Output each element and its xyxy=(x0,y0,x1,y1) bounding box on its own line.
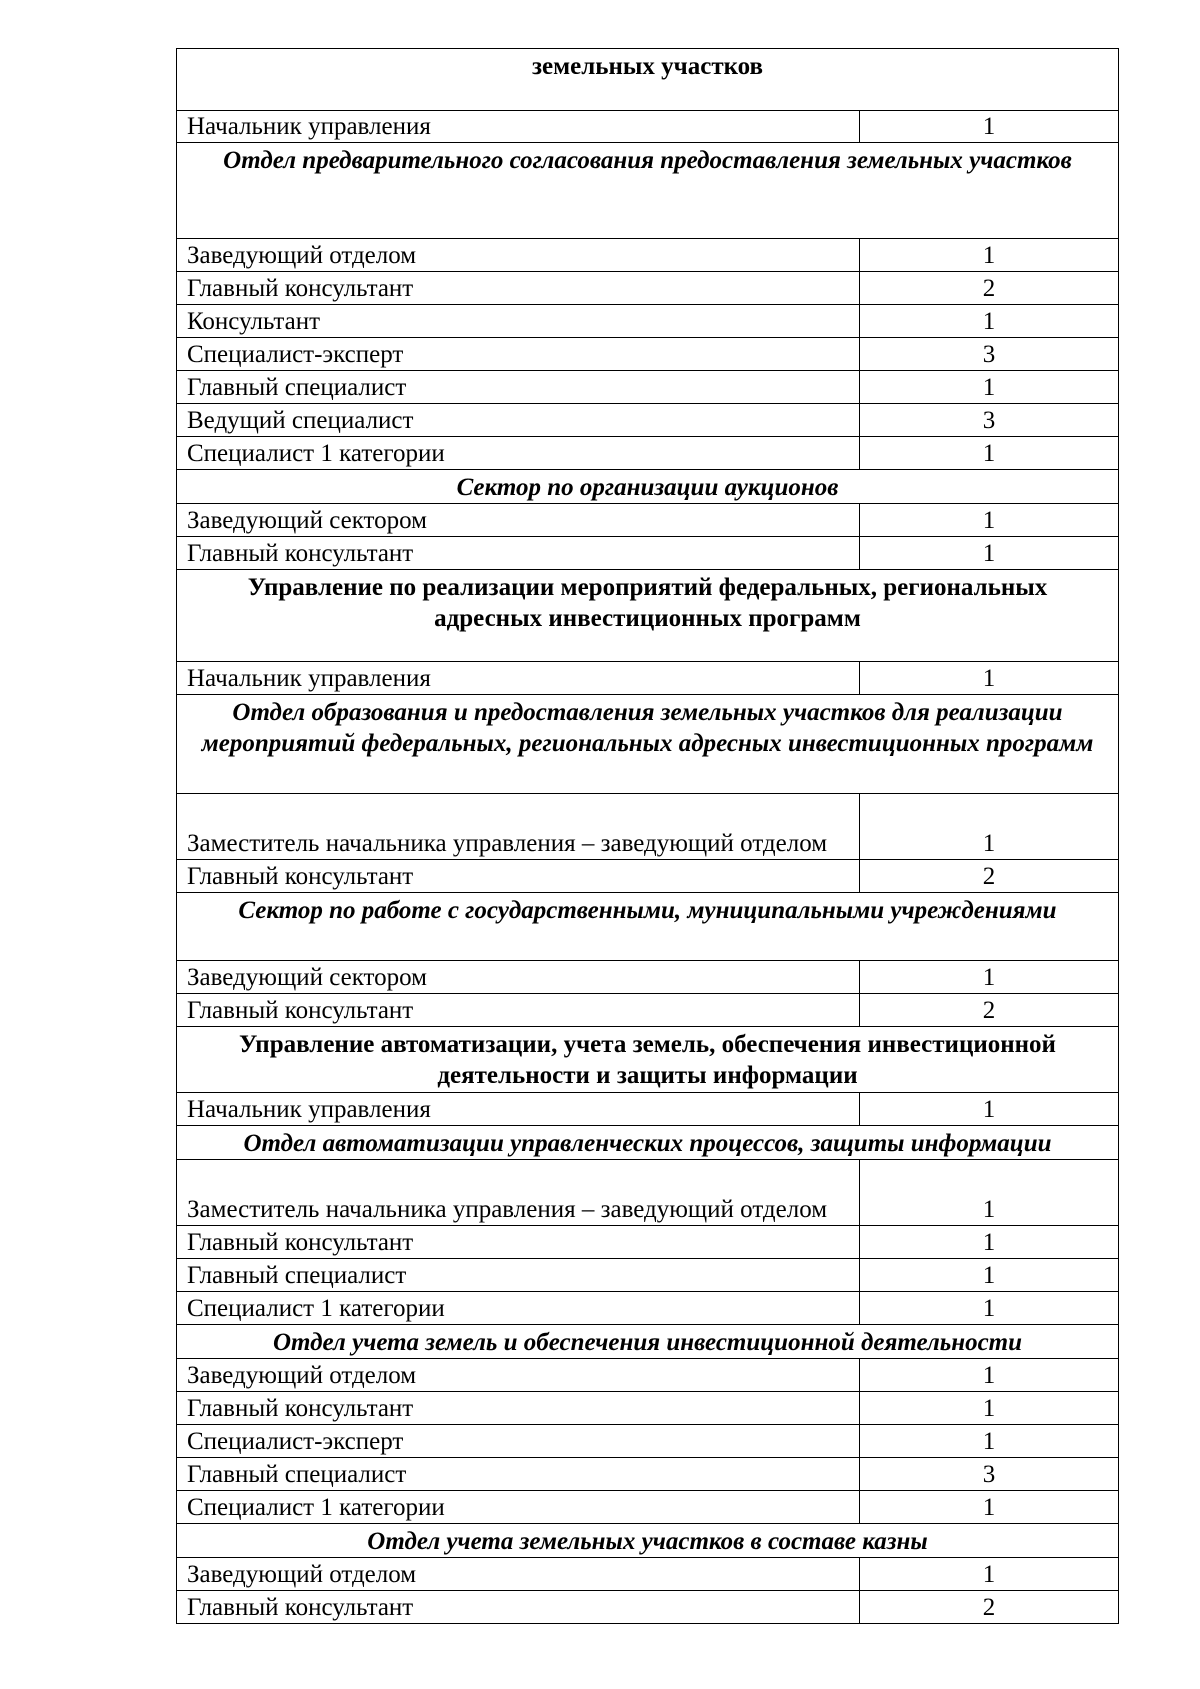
position-name: Ведущий специалист xyxy=(177,404,860,437)
position-row xyxy=(177,1093,1119,1126)
position-count: 1 xyxy=(860,1359,1119,1392)
position-name: Начальник управления xyxy=(177,662,860,695)
position-name: Главный специалист xyxy=(177,1259,860,1292)
position-row xyxy=(177,1491,1119,1524)
position-name: Заведующий отделом xyxy=(177,1558,860,1591)
position-row xyxy=(177,404,1119,437)
section-header-row xyxy=(177,1126,1119,1160)
position-row xyxy=(177,1160,1119,1226)
position-row xyxy=(177,437,1119,470)
position-count: 1 xyxy=(860,1392,1119,1425)
section-header-row xyxy=(177,695,1119,794)
position-count: 1 xyxy=(860,537,1119,570)
position-count: 1 xyxy=(860,662,1119,695)
position-name: Заместитель начальника управления – заведующий отделом xyxy=(177,1160,860,1226)
position-count: 2 xyxy=(860,1591,1119,1624)
section-title-text: Управление автоматизации, учета земель, обеспечения инвестиционной деятельности и защиты информации xyxy=(239,1031,1056,1089)
position-row xyxy=(177,1359,1119,1392)
position-count: 1 xyxy=(860,239,1119,272)
position-count: 1 xyxy=(860,1425,1119,1458)
section-header-row xyxy=(177,470,1119,504)
position-row xyxy=(177,338,1119,371)
position-count: 2 xyxy=(860,994,1119,1027)
position-count: 1 xyxy=(860,437,1119,470)
position-row xyxy=(177,1591,1119,1624)
section-header-row xyxy=(177,1524,1119,1558)
position-count: 2 xyxy=(860,272,1119,305)
position-row xyxy=(177,239,1119,272)
position-name: Главный консультант xyxy=(177,272,860,305)
section-title xyxy=(177,49,1119,111)
section-header-row xyxy=(177,893,1119,961)
section-header-row xyxy=(177,49,1119,111)
position-row xyxy=(177,1226,1119,1259)
position-count: 1 xyxy=(860,1160,1119,1226)
section-title-text: Отдел учета земель и обеспечения инвестиционной деятельности xyxy=(272,1329,1023,1356)
position-row xyxy=(177,1458,1119,1491)
section-title-text: Отдел предварительного согласования предоставления земельных участков xyxy=(223,147,1072,174)
section-header-row xyxy=(177,143,1119,239)
position-row xyxy=(177,305,1119,338)
position-row xyxy=(177,994,1119,1027)
section-title xyxy=(177,470,1119,504)
position-row xyxy=(177,1425,1119,1458)
position-row xyxy=(177,371,1119,404)
position-name: Заведующий сектором xyxy=(177,504,860,537)
position-count: 1 xyxy=(860,111,1119,143)
position-name: Начальник управления xyxy=(177,1093,860,1126)
position-count: 1 xyxy=(860,504,1119,537)
position-count: 1 xyxy=(860,1491,1119,1524)
position-count: 1 xyxy=(860,1558,1119,1591)
section-title xyxy=(177,893,1119,961)
section-title xyxy=(177,1524,1119,1558)
position-name: Специалист-эксперт xyxy=(177,1425,860,1458)
section-title xyxy=(177,1126,1119,1160)
staff-table-body xyxy=(177,49,1119,1624)
section-title-text: земельных участков xyxy=(531,53,764,80)
position-name: Главный консультант xyxy=(177,860,860,893)
section-title-text: Отдел учета земельных участков в составе казны xyxy=(367,1528,928,1555)
position-row xyxy=(177,794,1119,860)
position-name: Главный специалист xyxy=(177,1458,860,1491)
section-title-text: Отдел образования и предоставления земельных участков для реализации мероприятий федеральных, региональных адресных инвестиционных программ xyxy=(201,699,1094,757)
position-name: Консультант xyxy=(177,305,860,338)
position-name: Заведующий сектором xyxy=(177,961,860,994)
position-count: 1 xyxy=(860,961,1119,994)
position-count: 2 xyxy=(860,860,1119,893)
position-count: 1 xyxy=(860,1259,1119,1292)
section-header-row xyxy=(177,570,1119,662)
position-name: Главный консультант xyxy=(177,1392,860,1425)
position-name: Специалист 1 категории xyxy=(177,1491,860,1524)
position-row xyxy=(177,272,1119,305)
position-name: Главный специалист xyxy=(177,371,860,404)
section-header-row xyxy=(177,1027,1119,1093)
section-title xyxy=(177,1325,1119,1359)
position-name: Заместитель начальника управления – заведующий отделом xyxy=(177,794,860,860)
section-title xyxy=(177,570,1119,662)
section-title xyxy=(177,1027,1119,1093)
position-name: Заведующий отделом xyxy=(177,239,860,272)
position-row xyxy=(177,662,1119,695)
position-row xyxy=(177,504,1119,537)
position-row xyxy=(177,1392,1119,1425)
position-count: 1 xyxy=(860,1226,1119,1259)
position-count: 1 xyxy=(860,1093,1119,1126)
position-count: 1 xyxy=(860,371,1119,404)
section-title-text: Сектор по организации аукционов xyxy=(456,474,839,501)
position-name: Начальник управления xyxy=(177,111,860,143)
position-row xyxy=(177,537,1119,570)
position-row xyxy=(177,860,1119,893)
section-title-text: Управление по реализации мероприятий федеральных, региональных адресных инвестиционных программ xyxy=(247,574,1048,632)
position-count: 1 xyxy=(860,1292,1119,1325)
position-row xyxy=(177,1558,1119,1591)
position-name: Заведующий отделом xyxy=(177,1359,860,1392)
position-count: 3 xyxy=(860,1458,1119,1491)
position-name: Главный консультант xyxy=(177,1591,860,1624)
position-name: Специалист 1 категории xyxy=(177,437,860,470)
position-name: Главный консультант xyxy=(177,537,860,570)
position-count: 3 xyxy=(860,404,1119,437)
section-header-row xyxy=(177,1325,1119,1359)
position-count: 3 xyxy=(860,338,1119,371)
position-name: Главный консультант xyxy=(177,994,860,1027)
section-title-text: Сектор по работе с государственными, муниципальными учреждениями xyxy=(238,897,1057,924)
position-name: Специалист-эксперт xyxy=(177,338,860,371)
position-name: Главный консультант xyxy=(177,1226,860,1259)
position-name: Специалист 1 категории xyxy=(177,1292,860,1325)
position-row xyxy=(177,1259,1119,1292)
position-row xyxy=(177,111,1119,143)
section-title-text: Отдел автоматизации управленческих процессов, защиты информации xyxy=(243,1130,1052,1157)
position-count: 1 xyxy=(860,794,1119,860)
position-row xyxy=(177,961,1119,994)
staff-table xyxy=(176,48,1119,1624)
position-count: 1 xyxy=(860,305,1119,338)
section-title xyxy=(177,143,1119,239)
position-row xyxy=(177,1292,1119,1325)
section-title xyxy=(177,695,1119,794)
